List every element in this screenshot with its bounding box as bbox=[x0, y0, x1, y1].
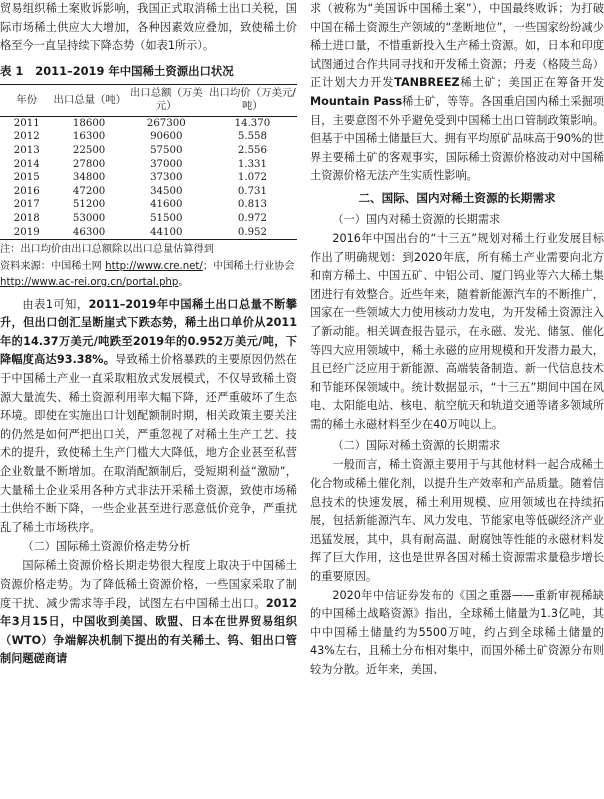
international-paragraph: 一般而言，稀土资源主要用于与其他材料一起合成稀土化合物或稀土催化剂，以提升生产效率和产品质量。随着信息技术的快速发展，稀土利用规模、应用领域也在持续拓展，包括新能源汽车、风力发电、节能家电等低碳经济产业迅猛发展，其中，具有耐高温、耐腐蚀等性能的永磁材料发挥了巨大作用，这也是世界各国对稀土资源需求量稳步增长的重要原因。 bbox=[310, 458, 604, 584]
mountain-pass: Mountain Pass bbox=[310, 94, 403, 108]
subheading-domestic: （一）国内对稀土资源的长期需求 bbox=[332, 212, 501, 226]
table-cell: 0.813 bbox=[237, 199, 268, 211]
table-1 bbox=[0, 62, 297, 292]
table-number: 表 1 bbox=[0, 63, 24, 78]
table-header-row bbox=[0, 84, 297, 116]
header-volume: 出口总量（吨） bbox=[53, 84, 124, 116]
table-row bbox=[0, 212, 297, 226]
table-cell: 27800 bbox=[72, 158, 106, 170]
source-end: 。 bbox=[178, 277, 189, 289]
table-cell: 1.331 bbox=[237, 158, 268, 170]
source-link-1[interactable]: http://www.cre.net/ bbox=[105, 260, 203, 272]
table-cell: 5.558 bbox=[237, 131, 268, 143]
continued-paragraph bbox=[310, 0, 604, 186]
table-cell: 0.952 bbox=[208, 226, 297, 240]
table-source bbox=[0, 259, 297, 292]
final-paragraph: 2020年中信证券发布的《国之重器——重新审视稀缺的中国稀土战略资源》指出，全球稀土储量为1.3亿吨，其中中国稀土储量约为5500万吨，约占到全球稀土储量的43%左右，且稀土分布相对集中，而国外稀土矿资源分布则较为分散。近年来，美国、 bbox=[310, 588, 604, 676]
tanbreez: TANBREEZ bbox=[394, 76, 460, 90]
table-row bbox=[0, 158, 297, 172]
table-cell: 51200 bbox=[72, 199, 106, 211]
table-cell: 22500 bbox=[72, 144, 106, 156]
table-cell: 47200 bbox=[72, 185, 106, 197]
table-cell: 2018 bbox=[13, 212, 40, 224]
price-date: 2012年3月15日，中国收到美国、欧盟、日本在世界贸易组织（WTO）争端解决机制下提出的有关稀土、钨、钼出口管制问题磋商请 bbox=[0, 596, 297, 666]
table-cell: 37000 bbox=[150, 158, 183, 170]
subheading-international: （二）国际对稀土资源的长期需求 bbox=[332, 439, 501, 453]
table-cell: 267300 bbox=[146, 117, 186, 129]
table-cell: 1.072 bbox=[237, 172, 268, 184]
header-price: 出口均价（万美元/吨） bbox=[208, 84, 297, 116]
table-cell: 2015 bbox=[13, 172, 40, 184]
header-value: 出口总额（万美元） bbox=[125, 84, 208, 116]
section-heading: 二、国际、国内对稀土资源的长期需求 bbox=[358, 190, 556, 205]
table-cell: 57500 bbox=[150, 144, 183, 156]
table-cell: 51500 bbox=[150, 212, 183, 224]
table-row bbox=[0, 130, 297, 144]
table-cell: 0.731 bbox=[237, 185, 268, 197]
left-column bbox=[0, 0, 297, 669]
table-title bbox=[0, 62, 297, 80]
analysis-stats: 2011–2019年中国稀土出口总量不断攀升，但出口创汇呈断崖式下跌态势，稀土出口单价从2011年的14.37万美元/吨跌至2019年的0.952万美元/吨，下降幅度高达93.38%。 bbox=[0, 297, 297, 367]
export-table bbox=[0, 84, 297, 240]
table-cell: 14.370 bbox=[234, 117, 271, 129]
table-cell: 34500 bbox=[150, 185, 183, 197]
table-cell: 18600 bbox=[72, 117, 106, 129]
intro-paragraph: 贸易组织稀土案败诉影响，我国正式取消稀土出口关税，国际市场稀土供应大大增加，各种因素效应叠加，致使稀土价格至今一直呈持续下降态势（如表1所示）。 bbox=[0, 2, 297, 53]
price-lead: 国际稀土资源价格长期走势很大程度上取决于中国稀土资源价格走势。为了降低稀土资源价格，一些国家采取了制度干扰、减少需求等手段，试图左右中国稀土出口。 bbox=[0, 559, 297, 610]
table-row bbox=[0, 198, 297, 212]
table-cell: 0.972 bbox=[237, 212, 268, 224]
table-cell: 53000 bbox=[72, 212, 106, 224]
price-paragraph bbox=[0, 557, 297, 669]
table-row bbox=[0, 226, 297, 240]
source-sep: ；中国稀土行业协会 bbox=[202, 260, 295, 272]
table-cell: 90600 bbox=[150, 131, 183, 143]
cont-b: 稀土矿；美国正在筹备开发 bbox=[459, 76, 604, 90]
table-cell: 34800 bbox=[72, 172, 106, 184]
table-cell: 44100 bbox=[125, 226, 208, 240]
source-link-2[interactable]: http://www.ac-rei.org.cn/portal.php bbox=[0, 277, 179, 289]
table-row bbox=[0, 171, 297, 185]
source-label: 资料来源： bbox=[0, 260, 51, 272]
analysis-paragraph bbox=[0, 296, 297, 538]
table-cell: 41600 bbox=[150, 199, 183, 211]
subheading-intl-price: （二）国际稀土资源价格走势分析 bbox=[22, 540, 191, 554]
right-column bbox=[310, 0, 604, 680]
table-cell: 2014 bbox=[13, 158, 40, 170]
domestic-paragraph: 2016年中国出台的“十三五”规划对稀土行业发展目标作出了明确规划：到2020年底，所有稀土产业需要向北方和南方稀土、中国五矿、中铝公司、厦门钨业等六大稀土集团进行有效整合。近些年来，随着新能源汽车的不断推广，国家在一些领域大力使用核动力发电，为开发稀土资源注入了新动能。相关调查报告显示，在永磁、发光、储氢、催化等四大应用领域中，稀土永磁的应用规模和开发潜力最大，且已经广泛应用于新能源、高端装备制造、新一代信息技术和节能环保领域中。统计数据显示，“十三五”期间中国在风电、太阳能电站、核电、航空航天和轨道交通等诸多领域所需的稀土永磁材料至少在40万吨以上。 bbox=[310, 231, 604, 431]
analysis-lead: 由表1可知， bbox=[22, 297, 89, 311]
table-row bbox=[0, 185, 297, 199]
table-cell: 2019 bbox=[0, 226, 53, 240]
table-cell: 2016 bbox=[13, 185, 40, 197]
table-cell: 2017 bbox=[13, 199, 40, 211]
table-row bbox=[0, 116, 297, 130]
analysis-body: 导致稀土价格暴跌的主要原因仍然在于中国稀土产业一直采取粗放式发展模式，不仅导致稀土资源大量流失、稀土资源利用率大幅下降，还严重破坏了生态环境。即使在实施出口计划配额制时期，相关政策主要关注的仍然是如何严把出口关，严重忽视了对稀土生产工艺、技术的提升，致使稀土生产门槛大大降低，地方企业甚至私营企业数量不断增加。在取消配额制后，受短期利益“激励”，大量稀土企业采用各种方式非法开采稀土资源，致使市场稀土供给不断下降，一些企业甚至进行恶意低价竞争，严重扰乱了稀土市场秩序。 bbox=[0, 353, 297, 534]
table-cell: 2013 bbox=[13, 144, 40, 156]
table-cell: 2.556 bbox=[237, 144, 268, 156]
header-year: 年份 bbox=[0, 84, 53, 116]
table-body bbox=[0, 116, 297, 239]
cont-a: 求（被称为“美国诉中国稀土案”），中国最终败诉；为打破中国在稀土资源生产领域的“垄断地位”，一些国家纷纷减少稀土进口量，不惜重新投入生产稀土资源。如，日本和印度试图通过合作共同寻找和开发稀土资源；丹麦（格陵兰岛）正计划大力开发 bbox=[310, 2, 604, 90]
table-note: 注：出口均价由出口总额除以出口总量估算得到 bbox=[0, 244, 214, 256]
table-cell: 46300 bbox=[53, 226, 124, 240]
table-cell: 2011 bbox=[13, 117, 40, 129]
source-1: 中国稀土网 bbox=[50, 260, 102, 272]
table-cell: 2012 bbox=[13, 131, 40, 143]
table-notes bbox=[0, 242, 297, 292]
table-cell: 37300 bbox=[150, 172, 183, 184]
table-row bbox=[0, 144, 297, 158]
table-title-text: 2011–2019 年中国稀土资源出口状况 bbox=[35, 63, 234, 78]
table-cell: 16300 bbox=[72, 131, 106, 143]
cont-c: 稀土矿，等等。各国重启国内稀土采掘项目，主要意图不外乎避免受到中国稀土出口管制政策影响。但基于中国稀土储量巨大、拥有平均原矿品味高于90%的世界主要稀土矿的客观事实，国际稀土资源价格波动对中国稀土资源价格无法产生实质性影响。 bbox=[310, 94, 604, 183]
